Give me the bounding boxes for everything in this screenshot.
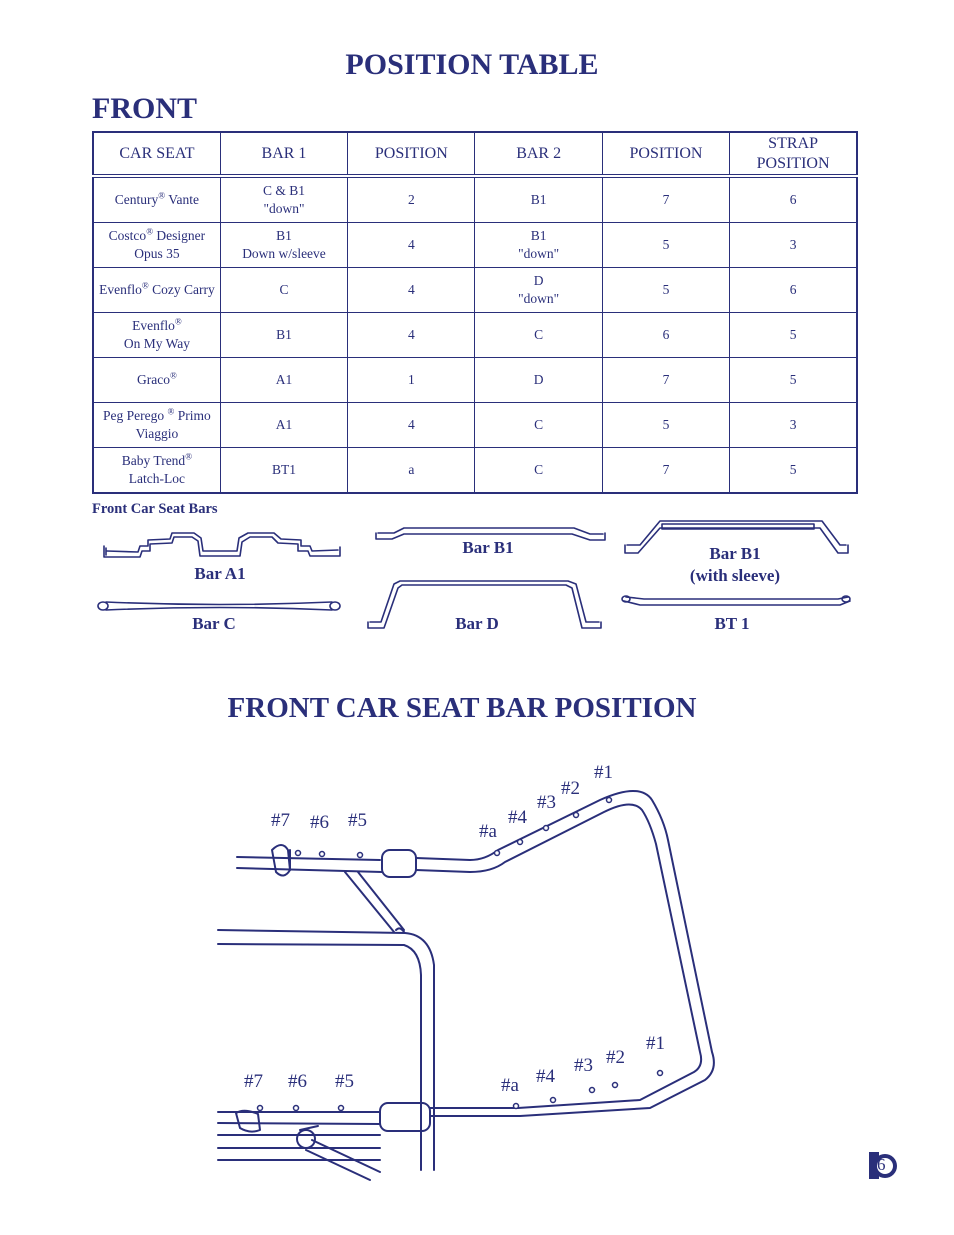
- table-row: [93, 268, 857, 313]
- cell-bar2: [475, 223, 602, 268]
- car-seat-line2: Latch-Loc: [128, 471, 186, 486]
- cell-bar1-line1: B1: [276, 327, 292, 342]
- bottom-label-3: #3: [574, 1055, 593, 1076]
- bottom-label-2: #2: [606, 1047, 625, 1068]
- bottom-label-6: #6: [288, 1071, 307, 1092]
- registered-mark: ®: [141, 280, 149, 291]
- cell-bar2-line1: C: [534, 417, 544, 432]
- car-seat-model: Designer: [153, 228, 206, 243]
- header-car-seat: CAR SEAT: [93, 132, 220, 176]
- bar-c-drawing: [98, 602, 340, 610]
- position-table: [92, 131, 858, 494]
- cell-position2: 5: [602, 403, 729, 448]
- header-position2: POSITION: [602, 132, 729, 176]
- section-title-front: FRONT: [92, 92, 197, 125]
- cell-strap-position: 3: [730, 403, 857, 448]
- cell-bar1: [220, 358, 347, 403]
- table-header-row: [93, 132, 857, 176]
- table-row: [93, 448, 857, 494]
- cell-car-seat: [93, 448, 220, 494]
- car-seat-line2: On My Way: [123, 336, 190, 351]
- cell-position2: 5: [602, 223, 729, 268]
- car-seat-model: Vante: [165, 192, 200, 207]
- cell-position2: 6: [602, 313, 729, 358]
- cell-strap-position: 5: [730, 358, 857, 403]
- cell-bar2: [475, 176, 602, 223]
- cell-position2: 5: [602, 268, 729, 313]
- top-label-3: #3: [537, 792, 556, 813]
- cell-bar1-line1: C & B1: [262, 183, 305, 198]
- table-row: [93, 176, 857, 223]
- car-seat-name: Evenflo: [132, 318, 175, 333]
- header-strap-line2: POSITION: [756, 154, 830, 172]
- bar-a1-label: Bar A1: [194, 564, 246, 583]
- bar-c-label: Bar C: [192, 614, 236, 633]
- cell-bar1-line1: A1: [275, 372, 293, 387]
- cell-car-seat: [93, 176, 220, 223]
- cell-car-seat: [93, 358, 220, 403]
- cell-bar2: [475, 358, 602, 403]
- header-bar2: BAR 2: [475, 132, 602, 176]
- car-seat-name: Peg Perego: [103, 408, 168, 423]
- cell-bar2: [475, 403, 602, 448]
- bottom-label-7: #7: [244, 1071, 263, 1092]
- cell-bar1-line2: "down": [263, 201, 305, 216]
- top-label-a: #a: [479, 821, 497, 842]
- registered-mark: ®: [167, 406, 175, 417]
- page-number: 6: [877, 1155, 886, 1174]
- cell-bar2-line2: "down": [518, 246, 560, 261]
- car-seat-model: Cozy Carry: [148, 282, 215, 297]
- cell-bar2-line1: D: [533, 273, 544, 288]
- cell-bar1: [220, 223, 347, 268]
- cell-strap-position: 3: [730, 223, 857, 268]
- car-seat-name: Baby Trend: [121, 453, 186, 468]
- bar-b1-sleeve-label: [670, 543, 800, 587]
- cell-car-seat: [93, 313, 220, 358]
- cell-strap-position: 6: [730, 176, 857, 223]
- cell-position1: 4: [348, 403, 475, 448]
- cell-bar2: [475, 313, 602, 358]
- cell-position1: 4: [348, 313, 475, 358]
- page-title: POSITION TABLE: [345, 48, 599, 81]
- cell-position1: 4: [348, 223, 475, 268]
- header-strap-position: [730, 132, 857, 176]
- bottom-label-a: #a: [501, 1075, 519, 1096]
- registered-mark: ®: [174, 316, 182, 327]
- bottom-label-1: #1: [646, 1033, 665, 1054]
- bar-b1-label: Bar B1: [462, 538, 514, 557]
- diagram-title: FRONT CAR SEAT BAR POSITION: [227, 692, 697, 724]
- car-seat-line2: Opus 35: [134, 246, 180, 261]
- top-label-6: #6: [310, 812, 329, 833]
- table-row: [93, 358, 857, 403]
- cell-bar2-line2: "down": [518, 291, 560, 306]
- cell-car-seat: [93, 223, 220, 268]
- top-label-4: #4: [508, 807, 527, 828]
- cell-position1: 4: [348, 268, 475, 313]
- top-label-7: #7: [271, 810, 290, 831]
- cell-strap-position: 5: [730, 313, 857, 358]
- registered-mark: ®: [158, 190, 166, 201]
- car-seat-line2: Viaggio: [135, 426, 179, 441]
- cell-bar2-line1: C: [534, 327, 544, 342]
- cell-strap-position: 6: [730, 268, 857, 313]
- cell-bar1-line1: C: [279, 282, 289, 297]
- cell-bar1: [220, 268, 347, 313]
- bar-a1-drawing: [104, 533, 340, 557]
- cell-bar2-line1: C: [534, 462, 544, 477]
- cell-position2: 7: [602, 176, 729, 223]
- header-position1: POSITION: [348, 132, 475, 176]
- registered-mark: ®: [185, 451, 193, 462]
- cell-bar1: [220, 313, 347, 358]
- top-label-2: #2: [561, 778, 580, 799]
- table-row: [93, 313, 857, 358]
- top-label-1: #1: [594, 762, 613, 783]
- header-strap-line1: STRAP: [768, 134, 818, 152]
- header-bar1: BAR 1: [220, 132, 347, 176]
- cell-bar1: [220, 448, 347, 494]
- bar-b1-sleeve-label-line1: Bar B1: [709, 544, 761, 563]
- bar-d-label: Bar D: [455, 614, 499, 633]
- cell-car-seat: [93, 403, 220, 448]
- bottom-label-5: #5: [335, 1071, 354, 1092]
- cell-bar1: [220, 176, 347, 223]
- cell-bar2-line1: B1: [530, 192, 547, 207]
- cell-bar2: [475, 448, 602, 494]
- bar-bt1-drawing: [622, 596, 850, 605]
- cell-bar1-line1: BT1: [271, 462, 296, 477]
- registered-mark: ®: [146, 226, 154, 237]
- cell-bar2-line1: D: [533, 372, 544, 387]
- table-row: [93, 403, 857, 448]
- cell-car-seat: [93, 268, 220, 313]
- front-car-seat-bars-label: Front Car Seat Bars: [92, 501, 218, 517]
- bottom-label-4: #4: [536, 1066, 555, 1087]
- cell-position2: 7: [602, 358, 729, 403]
- cell-position2: 7: [602, 448, 729, 494]
- table-body: [93, 176, 857, 493]
- car-seat-name: Graco: [137, 372, 170, 387]
- car-seat-name: Evenflo: [99, 282, 142, 297]
- cell-bar1: [220, 403, 347, 448]
- cell-bar1-line1: A1: [275, 417, 293, 432]
- car-seat-name: Century: [114, 192, 159, 207]
- bar-bt1-label: BT 1: [714, 614, 750, 633]
- cell-bar2: [475, 268, 602, 313]
- car-seat-model: Primo: [174, 408, 211, 423]
- registered-mark: ®: [169, 370, 177, 381]
- cell-bar2-line1: B1: [530, 228, 547, 243]
- cell-position1: a: [348, 448, 475, 494]
- cell-strap-position: 5: [730, 448, 857, 494]
- cell-position1: 2: [348, 176, 475, 223]
- cell-position1: 1: [348, 358, 475, 403]
- car-seat-name: Costco: [108, 228, 147, 243]
- cell-bar1-line2: Down w/sleeve: [242, 246, 326, 261]
- top-label-5: #5: [348, 810, 367, 831]
- bar-b1-sleeve-label-line2: (with sleeve): [689, 566, 781, 585]
- stroller-frame-diagram: [0, 740, 954, 1190]
- cell-bar1-line1: B1: [276, 228, 292, 243]
- table-row: [93, 223, 857, 268]
